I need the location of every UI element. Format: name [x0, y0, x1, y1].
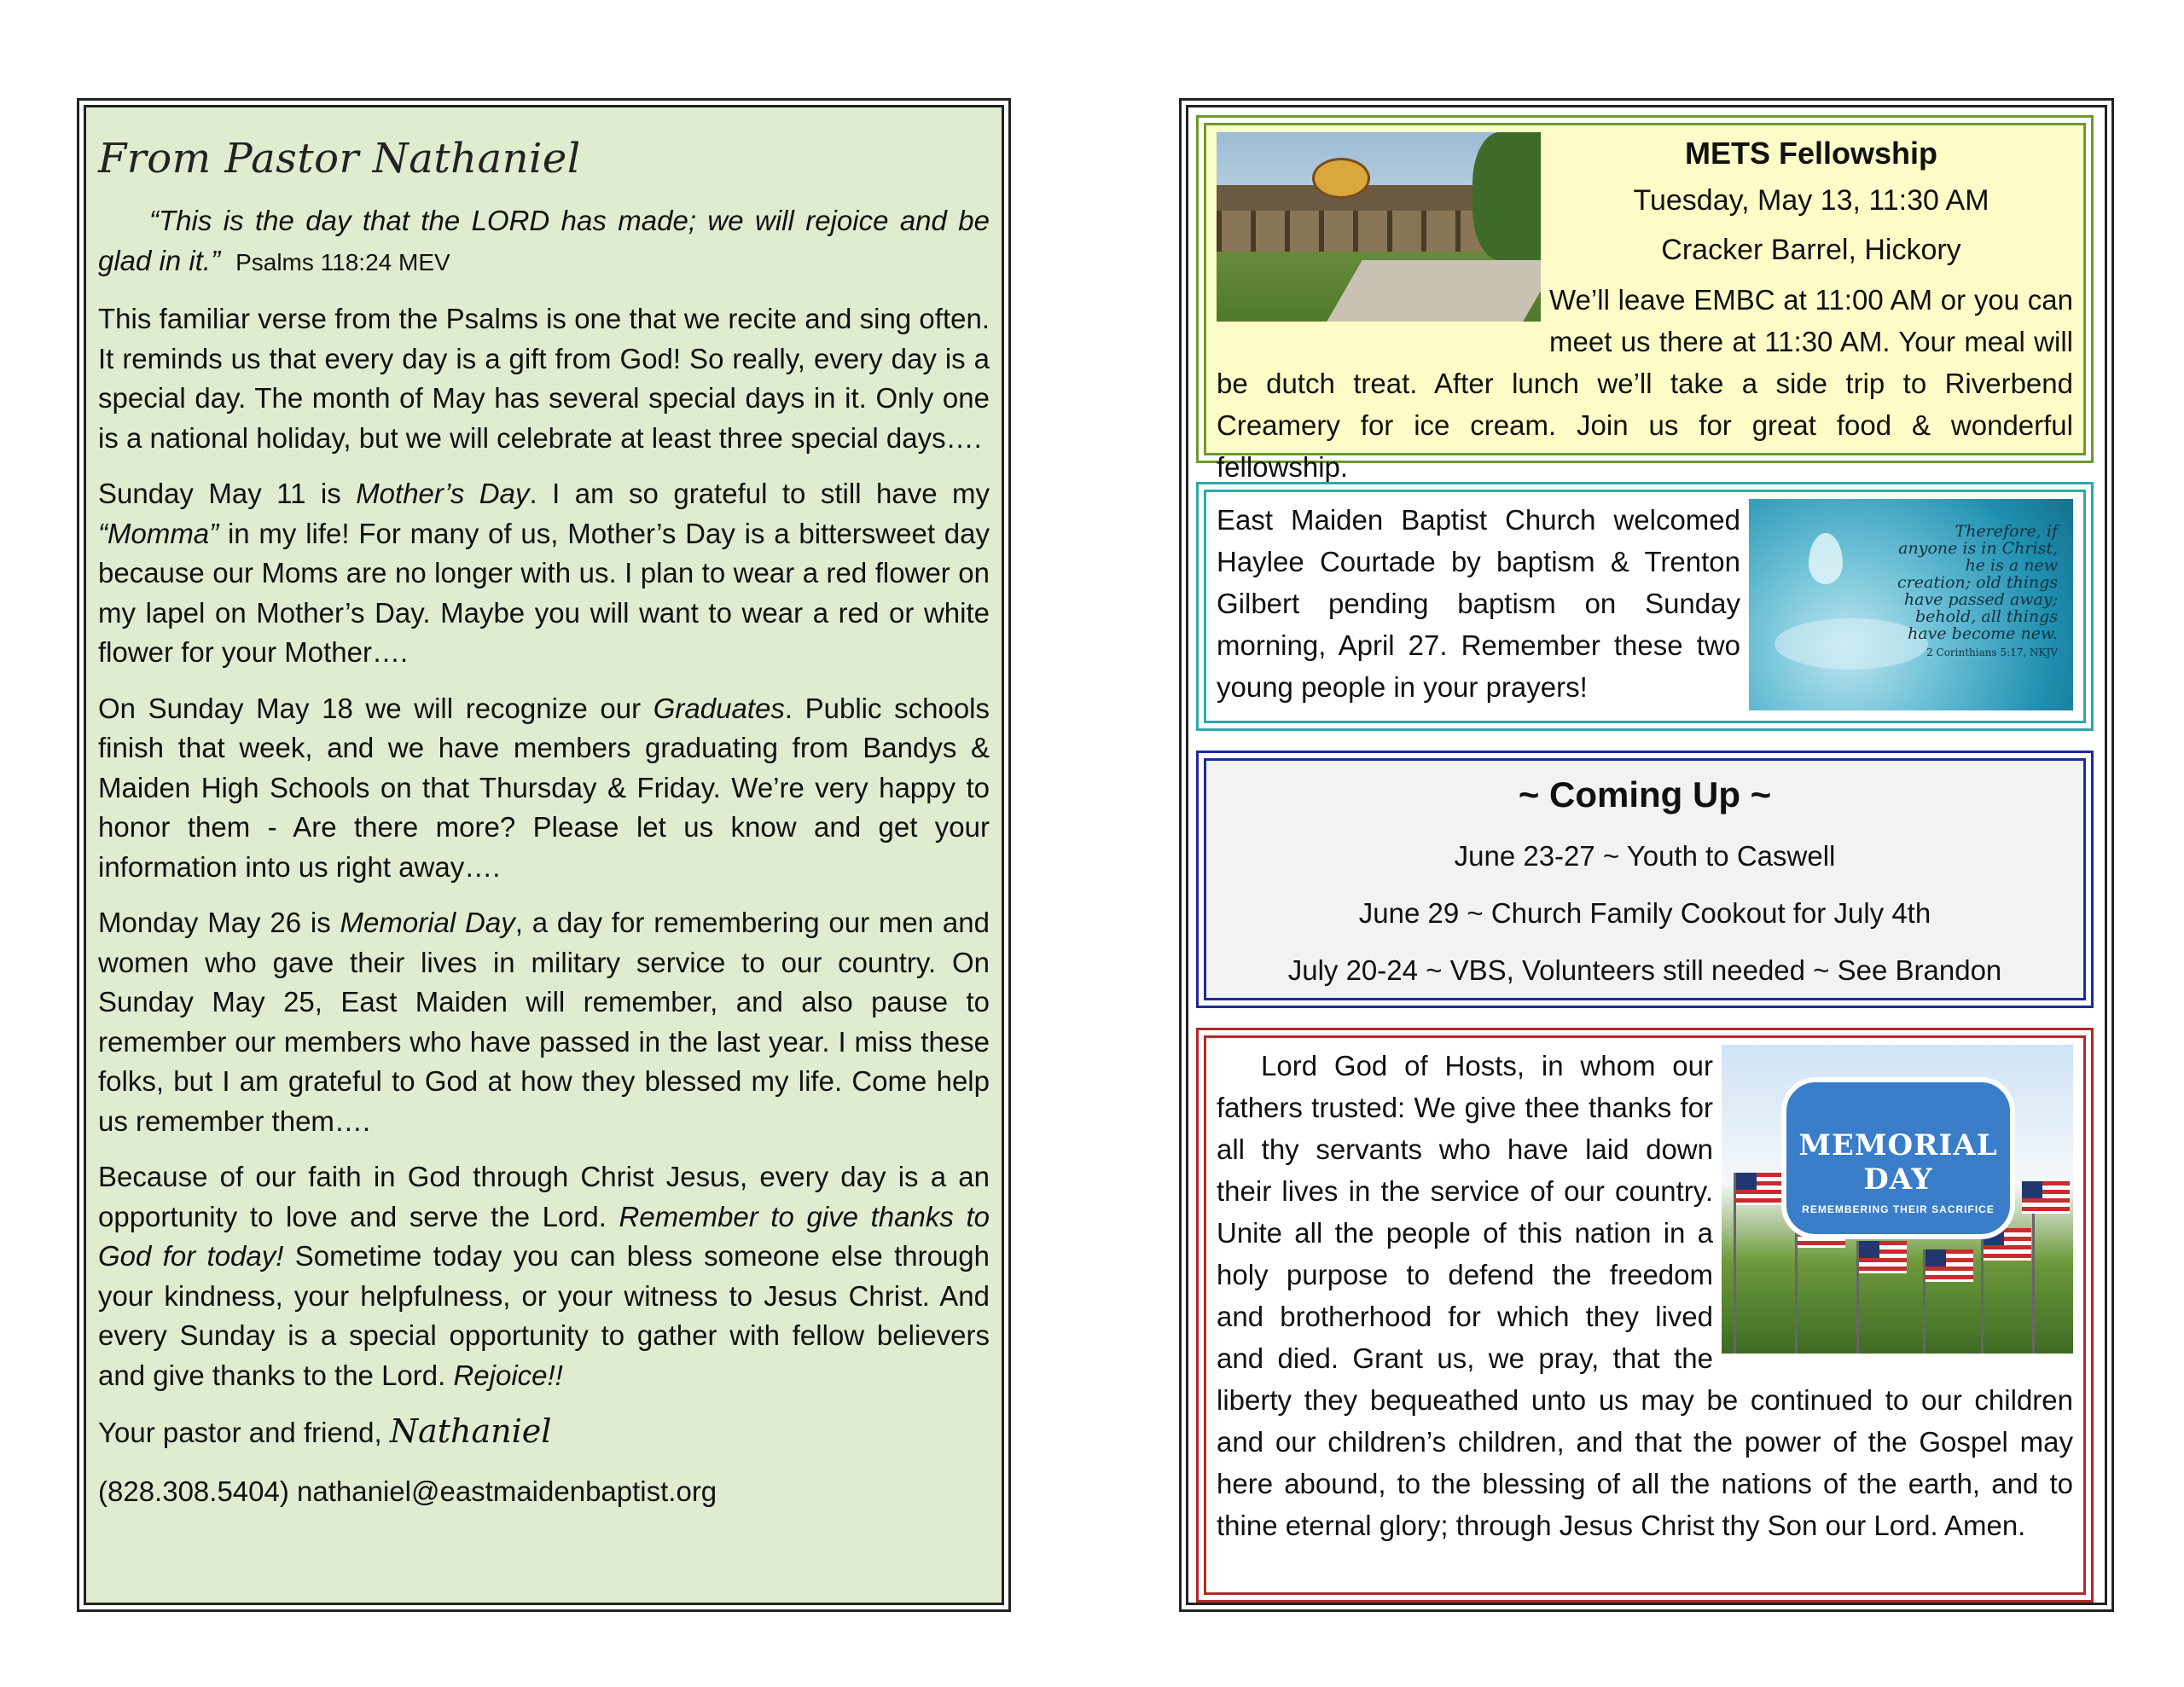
paragraph-memorial-day [98, 903, 990, 1141]
verse-image-text [1896, 523, 2058, 661]
mets-date: Tuesday, May 13, 11:30 AM [1633, 184, 1989, 217]
text-segment: . Public schools finish that week, and we have members graduating from Bandys & Maiden High Schools on that Thursday & Friday. We’re very happy to honor them - Are there more? Please let us know and get your information into us right away…. [98, 692, 990, 883]
paragraph-intro: This familiar verse from the Psalms is one that we recite and sing often. It reminds us that every day is a gift from God! So really, every day is a special day. The month of May has several special days in it. Only one is a national holiday, but we will celebrate at least three special days…. [98, 303, 990, 454]
mets-title: METS Fellowship [1684, 136, 1937, 171]
paragraph-mothers-day [98, 474, 990, 673]
text-segment: Sunday May 11 is [98, 478, 357, 509]
baptism-announcement: East Maiden Baptist Church welcomed Haylee Courtade by baptism & Trenton Gilbert pending baptism on Sunday morning, April 27. Remember these two young people in your prayers! [1217, 504, 1740, 703]
emphasis-graduates: Graduates [653, 692, 785, 724]
paragraph-faith [98, 1157, 990, 1395]
closing-text: Your pastor and friend, [98, 1417, 390, 1448]
mets-fellowship-box [1196, 115, 2094, 483]
coming-up-item: July 20-24 ~ VBS, Volunteers still needed ~ See Brandon [1287, 954, 2002, 986]
verse-image-quote: Therefore, if anyone is in Christ, he is a new creation; old things have passed away; behold, all things have become new. [1897, 522, 2058, 643]
badge-subtitle: REMEMBERING THEIR SACRIFICE [1802, 1203, 1995, 1215]
emphasis-mothers-day: Mother’s Day [356, 478, 530, 509]
emphasis-memorial-day: Memorial Day [340, 907, 515, 938]
text-segment: Monday May 26 is [98, 907, 340, 938]
coming-up-inner [1204, 758, 2086, 1000]
mets-location: Cracker Barrel, Hickory [1661, 234, 1961, 266]
pastor-letter-inner [84, 105, 1004, 1605]
coming-up-item: June 29 ~ Church Family Cookout for July 4th [1358, 897, 1931, 929]
flags-photo-icon [1722, 1045, 2073, 1354]
text-segment: . I am so grateful to still have my [529, 478, 990, 509]
baptism-box [1196, 482, 2094, 731]
coming-up-title: ~ Coming Up ~ [1518, 774, 1772, 815]
pastor-letter-panel [77, 98, 1011, 1612]
memorial-day-badge [1781, 1077, 2015, 1239]
memorial-prayer-inner [1204, 1035, 2086, 1595]
badge-title: MEMORIAL DAY [1798, 1128, 1998, 1197]
verse-image-reference: 2 Corinthians 5:17, NKJV [1926, 646, 2058, 658]
mets-details: We’ll leave EMBC at 11:00 AM or you can meet us there at 11:30 AM. Your meal will be dutch treat. After lunch we’ll take a side trip to Riverbend Creamery for ice cream. Join us for great food & wonderful fellowship. [1217, 284, 2073, 483]
text-segment: Because of our faith in God through Christ Jesus, every day is a an opportunity to love and serve the Lord. [98, 1161, 990, 1232]
baptism-inner [1204, 490, 2086, 723]
coming-up-box [1196, 751, 2094, 1008]
pastor-signature: Nathaniel [389, 1412, 552, 1450]
emphasis-rejoice: Rejoice!! [453, 1359, 563, 1391]
coming-up-item: June 23-27 ~ Youth to Caswell [1454, 840, 1836, 872]
prayer-body: Lord God of Hosts, in whom our fathers trusted: We give thee thanks for all thy servants who have laid down their lives in the service of our country. Unite all the people of this nation in a holy purpose to defend the freedom and brotherhood for which they lived and died. Grant us, we pray, that the liberty they bequeathed unto us may be continued to our children and our children’s children, and that the power of the Gospel may here abound, to the blessing of all the nations of the earth, and to thine eternal glory; through Jesus Christ thy Son our Lord. Amen. [1217, 1050, 2073, 1541]
contact-info: (828.308.5404) nathaniel@eastmaidenbaptist.org [98, 1475, 717, 1507]
verse-reference: Psalms 118:24 MEV [235, 248, 450, 275]
emphasis-momma: “Momma” [98, 517, 219, 549]
restaurant-photo-icon [1217, 132, 1541, 322]
pastor-letter-title: From Pastor Nathaniel [98, 135, 581, 183]
memorial-prayer-box [1196, 1028, 2094, 1603]
text-segment: , a day for remembering our men and women who gave their lives in military service to our country. On Sunday May 25, East Maiden will remember, and also pause to remember our members who have passed in the last year. I miss these folks, but I am grateful to God at how they blessed my life. Come help us remember them…. [98, 907, 990, 1137]
verse-quote: “This is the day that the LORD has made; we will rejoice and be glad in it.” [98, 205, 990, 276]
emphasis-give-thanks: Remember to give thanks to God for today! [98, 1200, 990, 1272]
text-segment: Sometime today you can bless someone else through your kindness, your helpfulness, or your witness to Jesus Christ. And every Sunday is a special opportunity to gather with fellow believers and give thanks to the Lord. [98, 1240, 990, 1391]
water-drop-photo-icon [1749, 499, 2073, 710]
paragraph-graduates [98, 689, 990, 888]
scripture-verse [98, 201, 990, 282]
text-segment: On Sunday May 18 we will recognize our [98, 692, 653, 724]
mets-fellowship-inner [1204, 123, 2086, 483]
text-segment: in my life! For many of us, Mother’s Day is a bittersweet day because our Moms are no longer with us. I plan to wear a red flower on my lapel on Mother’s Day. Maybe you will want to wear a red or white flower for your Mother…. [98, 517, 990, 668]
closing-line [98, 1412, 990, 1453]
